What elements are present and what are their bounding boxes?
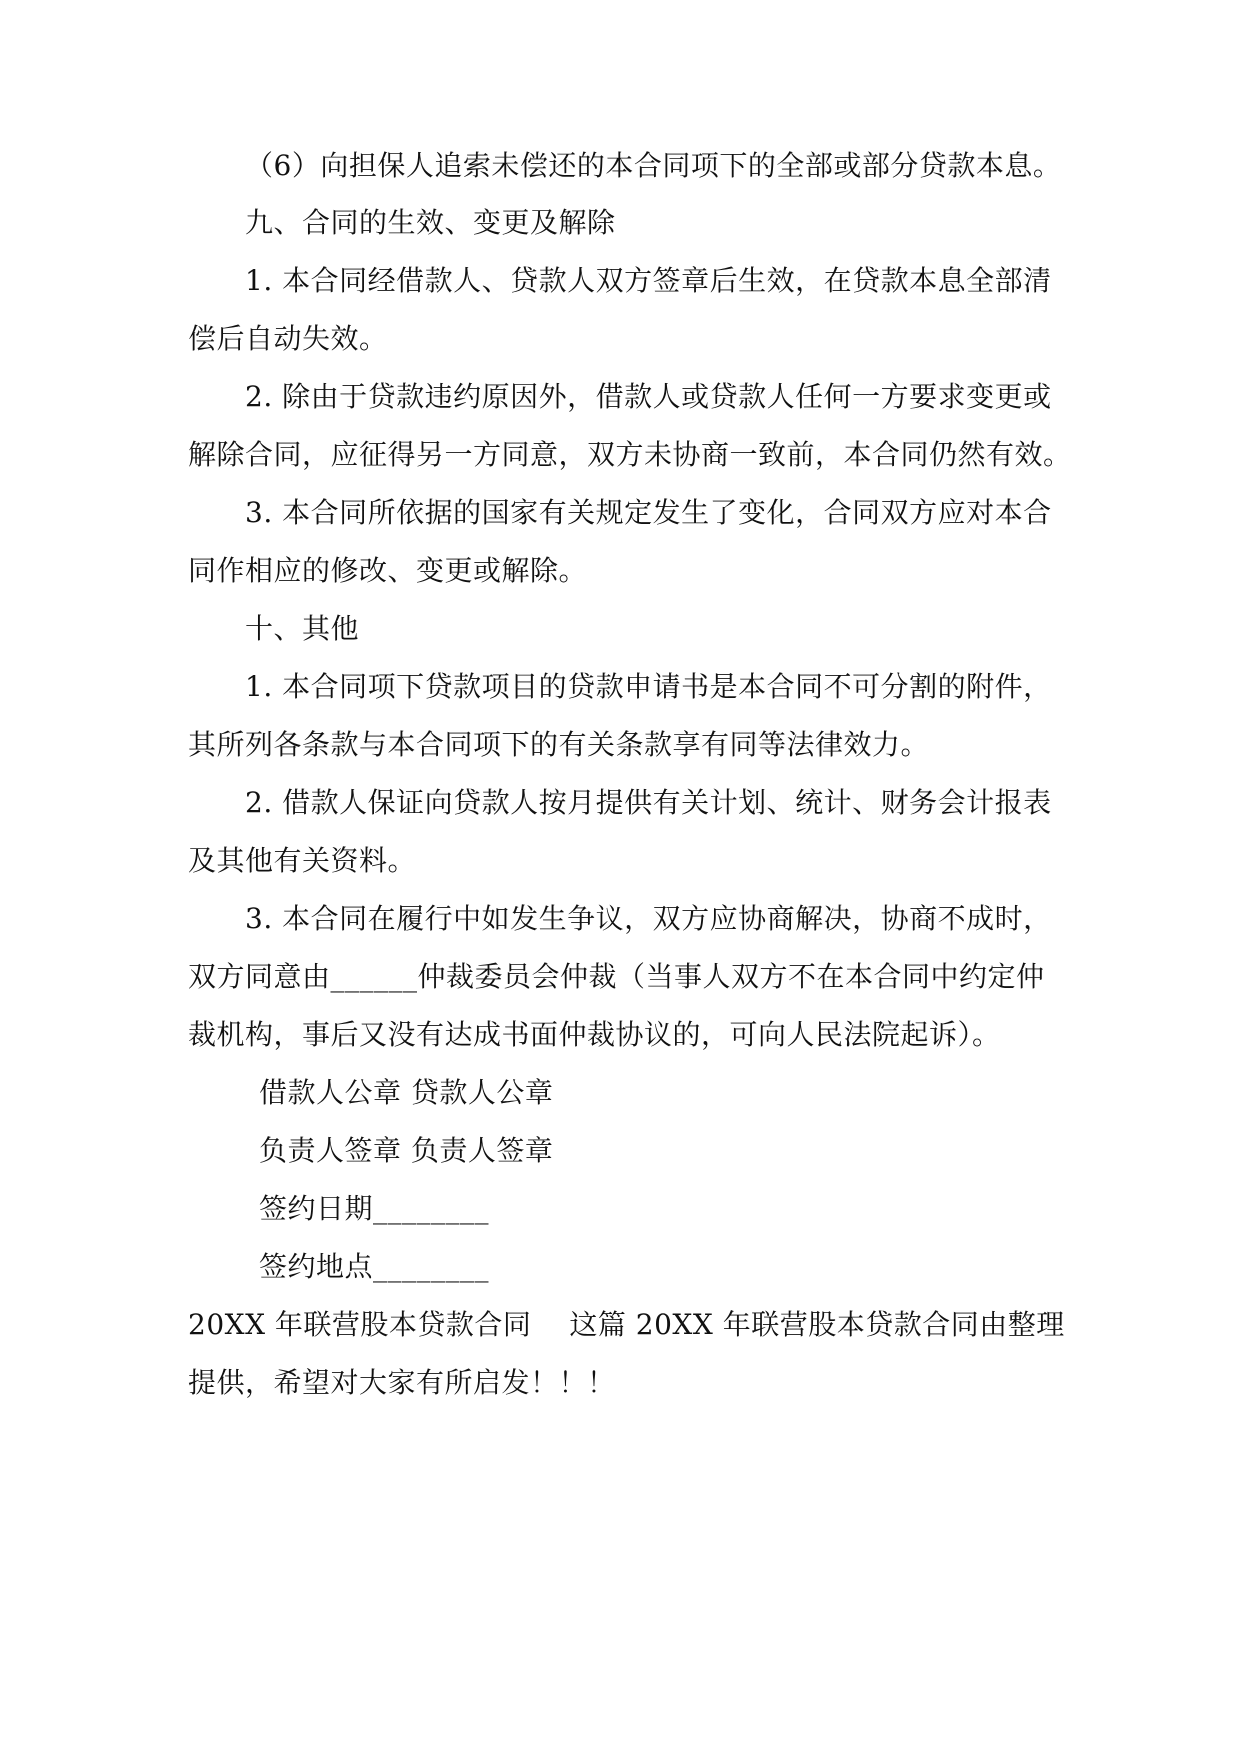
section-9-item-3-line-1: 3. 本合同所依据的国家有关规定发生了变化，合同双方应对本合 [245, 496, 1052, 529]
section-10-item-1-line-1: 1. 本合同项下贷款项目的贷款申请书是本合同不可分割的附件， [245, 670, 1052, 703]
signing-date-field: 签约日期________ [259, 1192, 490, 1225]
section-9-item-2-line-2: 解除合同，应征得另一方同意，双方未协商一致前，本合同仍然有效。 [188, 438, 1072, 471]
closing-line-1 [188, 1305, 1065, 1345]
section-10-item-2-line-1: 2. 借款人保证向贷款人按月提供有关计划、统计、财务会计报表 [245, 786, 1052, 819]
section-9-heading: 九、合同的生效、变更及解除 [245, 206, 616, 239]
section-9-item-1-line-2: 偿后自动失效。 [188, 322, 388, 355]
section-10-item-3-line-2: 双方同意由______仲裁委员会仲裁（当事人双方不在本合同中约定仲 [188, 960, 1045, 993]
section-9-item-3-line-2: 同作相应的修改、变更或解除。 [188, 554, 588, 587]
section-10-item-2-line-2: 及其他有关资料。 [188, 844, 417, 877]
section-10-item-3-line-1: 3. 本合同在履行中如发生争议，双方应协商解决，协商不成时， [245, 902, 1052, 935]
closing-text: 这篇 20XX 年联营股本贷款合同由整理 [569, 1308, 1065, 1341]
clause-8-item-6: （6）向担保人追索未偿还的本合同项下的全部或部分贷款本息。 [245, 149, 1062, 182]
seal-labels: 借款人公章 贷款人公章 [259, 1076, 554, 1109]
section-9-item-2-line-1: 2. 除由于贷款违约原因外，借款人或贷款人任何一方要求变更或 [245, 380, 1052, 413]
section-9-item-1-line-1: 1. 本合同经借款人、贷款人双方签章后生效，在贷款本息全部清 [245, 264, 1052, 297]
closing-line-2: 提供，希望对大家有所启发！！！ [188, 1366, 616, 1399]
signatory-labels: 负责人签章 负责人签章 [259, 1134, 554, 1167]
section-10-item-1-line-2: 其所列各条款与本合同项下的有关条款享有同等法律效力。 [188, 728, 930, 761]
closing-title: 20XX 年联营股本贷款合同 [188, 1308, 532, 1341]
section-10-heading: 十、其他 [245, 612, 360, 645]
signing-place-field: 签约地点________ [259, 1250, 490, 1283]
section-10-item-3-line-3: 裁机构，事后又没有达成书面仲裁协议的，可向人民法院起诉）。 [188, 1018, 1001, 1051]
